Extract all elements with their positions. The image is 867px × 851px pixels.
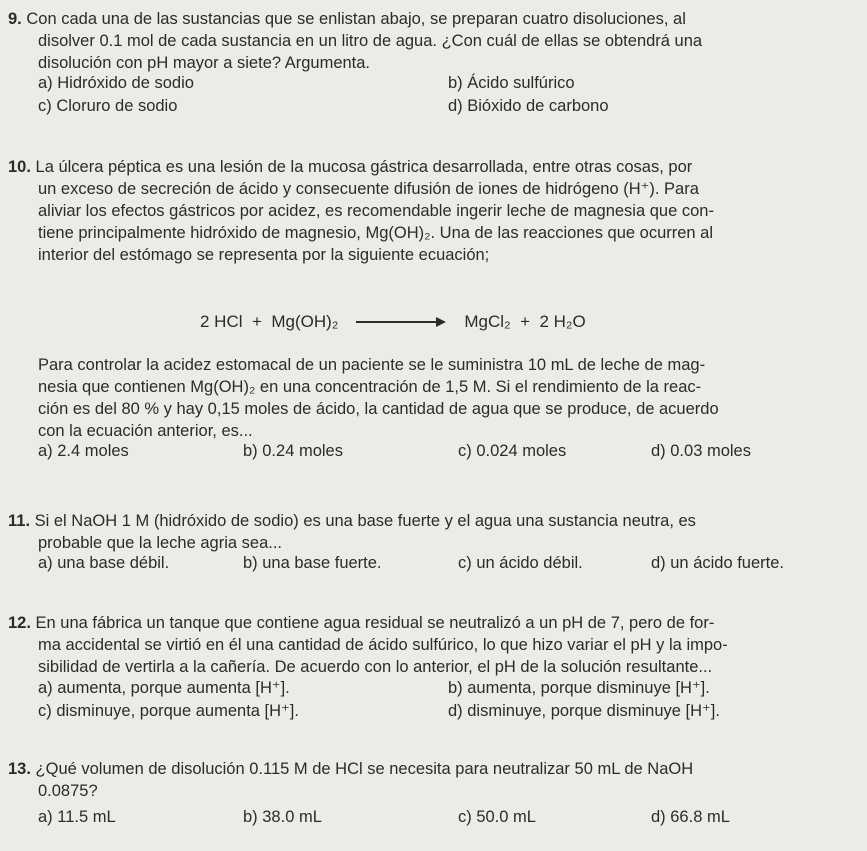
question-number: 11. — [8, 512, 31, 530]
option-row — [8, 554, 858, 577]
question-13-line-2: 0.0875? — [38, 782, 98, 800]
question-number: 9. — [8, 10, 22, 28]
option-b[interactable]: b) Ácido sulfúrico — [448, 74, 575, 92]
option-d[interactable]: d) un ácido fuerte. — [651, 554, 784, 572]
option-a[interactable]: a) una base débil. — [38, 554, 170, 572]
question-10-line-6: Para controlar la acidez estomacal de un paciente se le suministra 10 mL de leche de mag- — [38, 356, 706, 374]
question-13-line-1: 13. ¿Qué volumen de disolución 0.115 M de HCl se necesita para neutralizar 50 mL de NaOH — [8, 760, 694, 778]
question-10-line-9: con la ecuación anterior, es... — [38, 422, 253, 440]
reaction-arrow-icon — [356, 317, 446, 327]
question-10-line-4: tiene principalmente hidróxido de magnesio, Mg(OH)₂. Una de las reacciones que ocurren al — [38, 224, 714, 242]
question-12-line-1: 12. En una fábrica un tanque que contiene agua residual se neutralizó a un pH de 7, pero de for- — [8, 614, 715, 632]
question-10-line-2: un exceso de secreción de ácido y consecuente difusión de iones de hidrógeno (H⁺). Para — [38, 180, 699, 198]
question-9-line-3: disolución con pH mayor a siete? Argumenta. — [38, 54, 371, 72]
question-12 — [8, 612, 858, 724]
question-12-line-2: ma accidental se virtió en él una cantidad de ácido sulfúrico, lo que hizo variar el pH y la impo- — [38, 636, 728, 654]
option-row — [8, 442, 858, 465]
option-c[interactable]: c) 0.024 moles — [458, 442, 567, 460]
equation-reactants: 2 HCl + Mg(OH)₂ — [200, 312, 339, 331]
question-10-line-8: ción es del 80 % y hay 0,15 moles de ácido, la cantidad de agua que se produce, de acuerdo — [38, 400, 719, 418]
question-10-line-7: nesia que contienen Mg(OH)₂ en una concentración de 1,5 M. Si el rendimiento de la reac- — [38, 378, 702, 396]
option-d[interactable]: d) disminuye, porque disminuye [H⁺]. — [448, 702, 720, 720]
question-number: 10. — [8, 158, 31, 176]
question-11-line-2: probable que la leche agria sea... — [38, 534, 283, 552]
option-row — [8, 701, 858, 724]
question-9-line-1: 9. Con cada una de las sustancias que se enlistan abajo, se preparan cuatro disoluciones, al — [8, 10, 686, 28]
option-b[interactable]: b) una base fuerte. — [243, 554, 382, 572]
option-row — [8, 74, 858, 97]
chemical-equation — [200, 312, 586, 332]
question-13 — [8, 758, 858, 831]
option-b[interactable]: b) aumenta, porque disminuye [H⁺]. — [448, 679, 710, 697]
question-10-line-3: aliviar los efectos gástricos por acidez, es recomendable ingerir leche de magnesia que con- — [38, 202, 714, 220]
option-d[interactable]: d) 66.8 mL — [651, 808, 730, 826]
option-a[interactable]: a) aumenta, porque aumenta [H⁺]. — [38, 679, 290, 697]
option-c[interactable]: c) disminuye, porque aumenta [H⁺]. — [38, 702, 299, 720]
question-10-line-5: interior del estómago se representa por la siguiente ecuación; — [38, 246, 490, 264]
option-b[interactable]: b) 0.24 moles — [243, 442, 343, 460]
option-c[interactable]: c) 50.0 mL — [458, 808, 536, 826]
equation-products: MgCl₂ + 2 H₂O — [464, 312, 586, 331]
question-9-line-2: disolver 0.1 mol de cada sustancia en un litro de agua. ¿Con cuál de ellas se obtendrá una — [38, 32, 703, 50]
question-11 — [8, 510, 858, 577]
question-9 — [8, 8, 858, 120]
question-number: 12. — [8, 614, 31, 632]
option-row — [8, 97, 858, 120]
option-c[interactable]: c) Cloruro de sodio — [38, 97, 178, 115]
option-b[interactable]: b) 38.0 mL — [243, 808, 322, 826]
question-10-continued — [8, 354, 858, 465]
option-d[interactable]: d) 0.03 moles — [651, 442, 751, 460]
question-10 — [8, 156, 858, 266]
question-10-line-1: 10. La úlcera péptica es una lesión de la mucosa gástrica desarrollada, entre otras cosas, por — [8, 158, 693, 176]
option-c[interactable]: c) un ácido débil. — [458, 554, 583, 572]
option-a[interactable]: a) Hidróxido de sodio — [38, 74, 194, 92]
question-12-line-3: sibilidad de vertirla a la cañería. De acuerdo con lo anterior, el pH de la solución resultante... — [38, 658, 713, 676]
option-a[interactable]: a) 11.5 mL — [38, 808, 116, 826]
option-row — [8, 678, 858, 701]
option-d[interactable]: d) Bióxido de carbono — [448, 97, 609, 115]
question-11-line-1: 11. Si el NaOH 1 M (hidróxido de sodio) es una base fuerte y el agua una sustancia neutra, es — [8, 512, 696, 530]
option-a[interactable]: a) 2.4 moles — [38, 442, 129, 460]
question-number: 13. — [8, 760, 31, 778]
option-row — [8, 808, 858, 831]
